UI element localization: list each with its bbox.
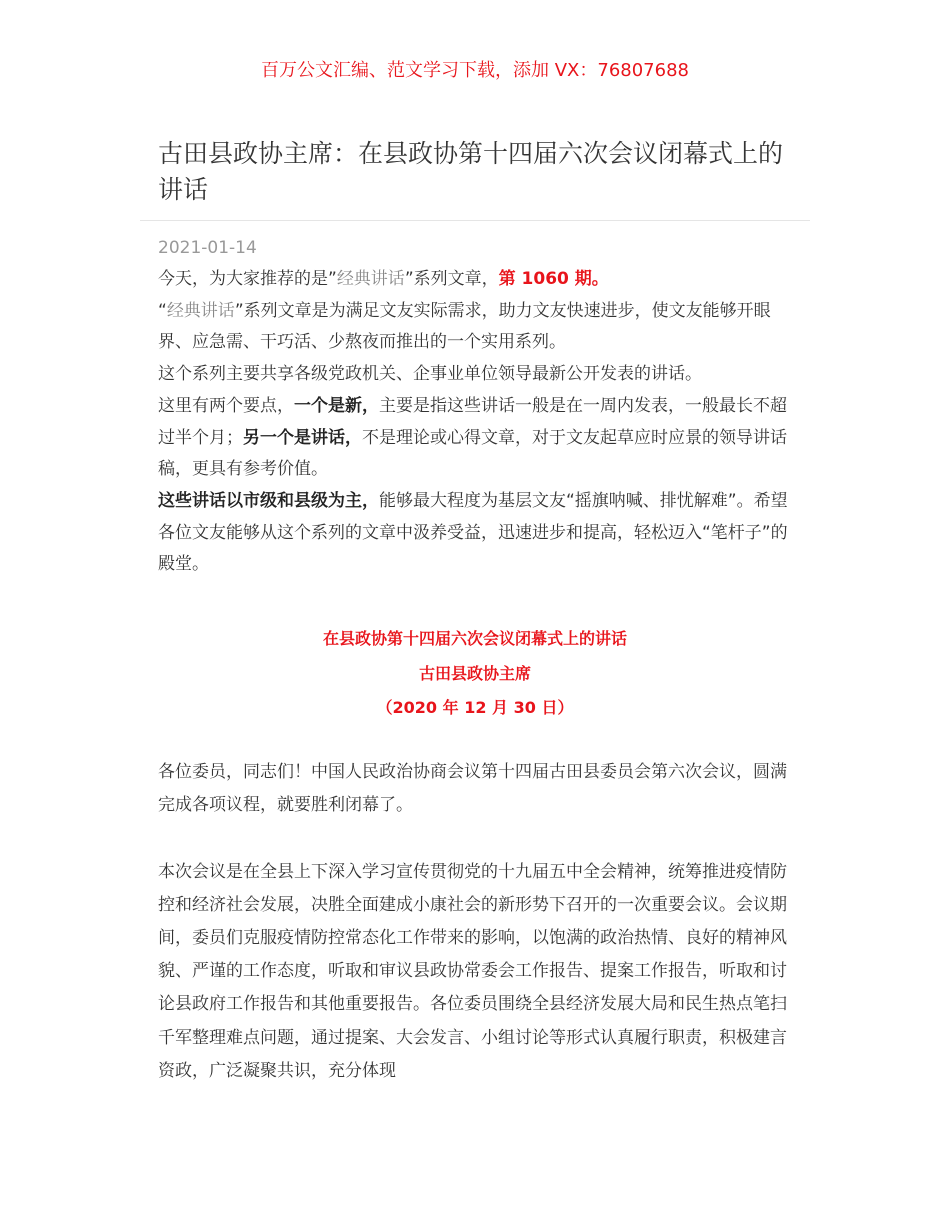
header-banner: 百万公文汇编、范文学习下载，添加 VX：76807688 xyxy=(261,60,689,81)
text: “ xyxy=(158,300,167,321)
speech-body xyxy=(158,756,794,1121)
body-paragraph: 本次会议是在全县上下深入学习宣传贯彻党的十九届五中全会精神，统筹推进疫情防控和经济社会发展，决胜全面建成小康社会的新形势下召开的一次重要会议。会议期间，委员们克服疫情防控常态化工作带来的影响，以饱满的政治热情、良好的精神风貌、严谨的工作态度，听取和审议县政协常委会工作报告、提案工作报告，听取和讨论县政府工作报告和其他重要报告。各位委员围绕全县经济发展大局和民生热点笔扫千军整理难点问题，通过提案、大会发言、小组讨论等形式认真履行职责，积极建言资政，广泛凝聚共识，充分体现 xyxy=(158,861,787,1081)
text: 这里有两个要点， xyxy=(158,395,294,416)
intro-paragraph xyxy=(158,296,794,359)
speech-heading: 在县政协第十四届六次会议闭幕式上的讲话 xyxy=(322,629,627,648)
text: 不是理论或心得文章，对于文友起草应时应景的领导讲话稿，更具有参考价值。 xyxy=(158,427,787,480)
speech-date: （2020 年 12 月 30 日） xyxy=(376,698,574,717)
intro-paragraph xyxy=(158,391,794,486)
title-divider xyxy=(140,220,810,221)
issue-number: 第 1060 期。 xyxy=(498,269,609,289)
bold-text: 这些讲话以市级和县级为主， xyxy=(158,490,379,511)
text: 能够最大程度为基层文友“摇旗呐喊、排忧解难”。希望各位文友能够从这个系列的文章中汲养受益，迅速进步和提高，轻松迈入“笔杆子”的殿堂。 xyxy=(158,490,788,575)
speech-speaker: 古田县政协主席 xyxy=(418,663,531,683)
series-name: 经典讲话 xyxy=(336,269,405,289)
article-title: 古田县政协主席：在县政协第十四届六次会议闭幕式上的讲话 xyxy=(158,139,784,204)
body-paragraph: 各位委员，同志们！中国人民政治协商会议第十四届古田县委员会第六次会议，圆满完成各项议程，就要胜利闭幕了。 xyxy=(158,762,787,816)
text: ”系列文章， xyxy=(404,269,499,289)
bold-text: 一个是新， xyxy=(294,395,379,416)
text: ”系列文章是为满足文友实际需求，助力文友快速进步，使文友能够开眼界、应急需、干巧活、少熬夜而推出的一个实用系列。 xyxy=(158,300,771,353)
intro-paragraph xyxy=(158,264,794,296)
series-name: 经典讲话 xyxy=(166,300,235,321)
text: 今天，为大家推荐的是” xyxy=(158,269,337,289)
speech-header xyxy=(0,622,950,726)
intro-paragraph xyxy=(158,486,794,581)
publish-date: 2021-01-14 xyxy=(158,238,257,258)
intro-paragraph: 这个系列主要共享各级党政机关、企事业单位领导最新公开发表的讲话。 xyxy=(158,364,702,385)
bold-text: 另一个是讲话， xyxy=(243,427,362,448)
intro-section xyxy=(158,264,794,581)
text: 主要是指这些讲话一般是在一周内发表，一般最长不超过半个月； xyxy=(158,395,787,448)
